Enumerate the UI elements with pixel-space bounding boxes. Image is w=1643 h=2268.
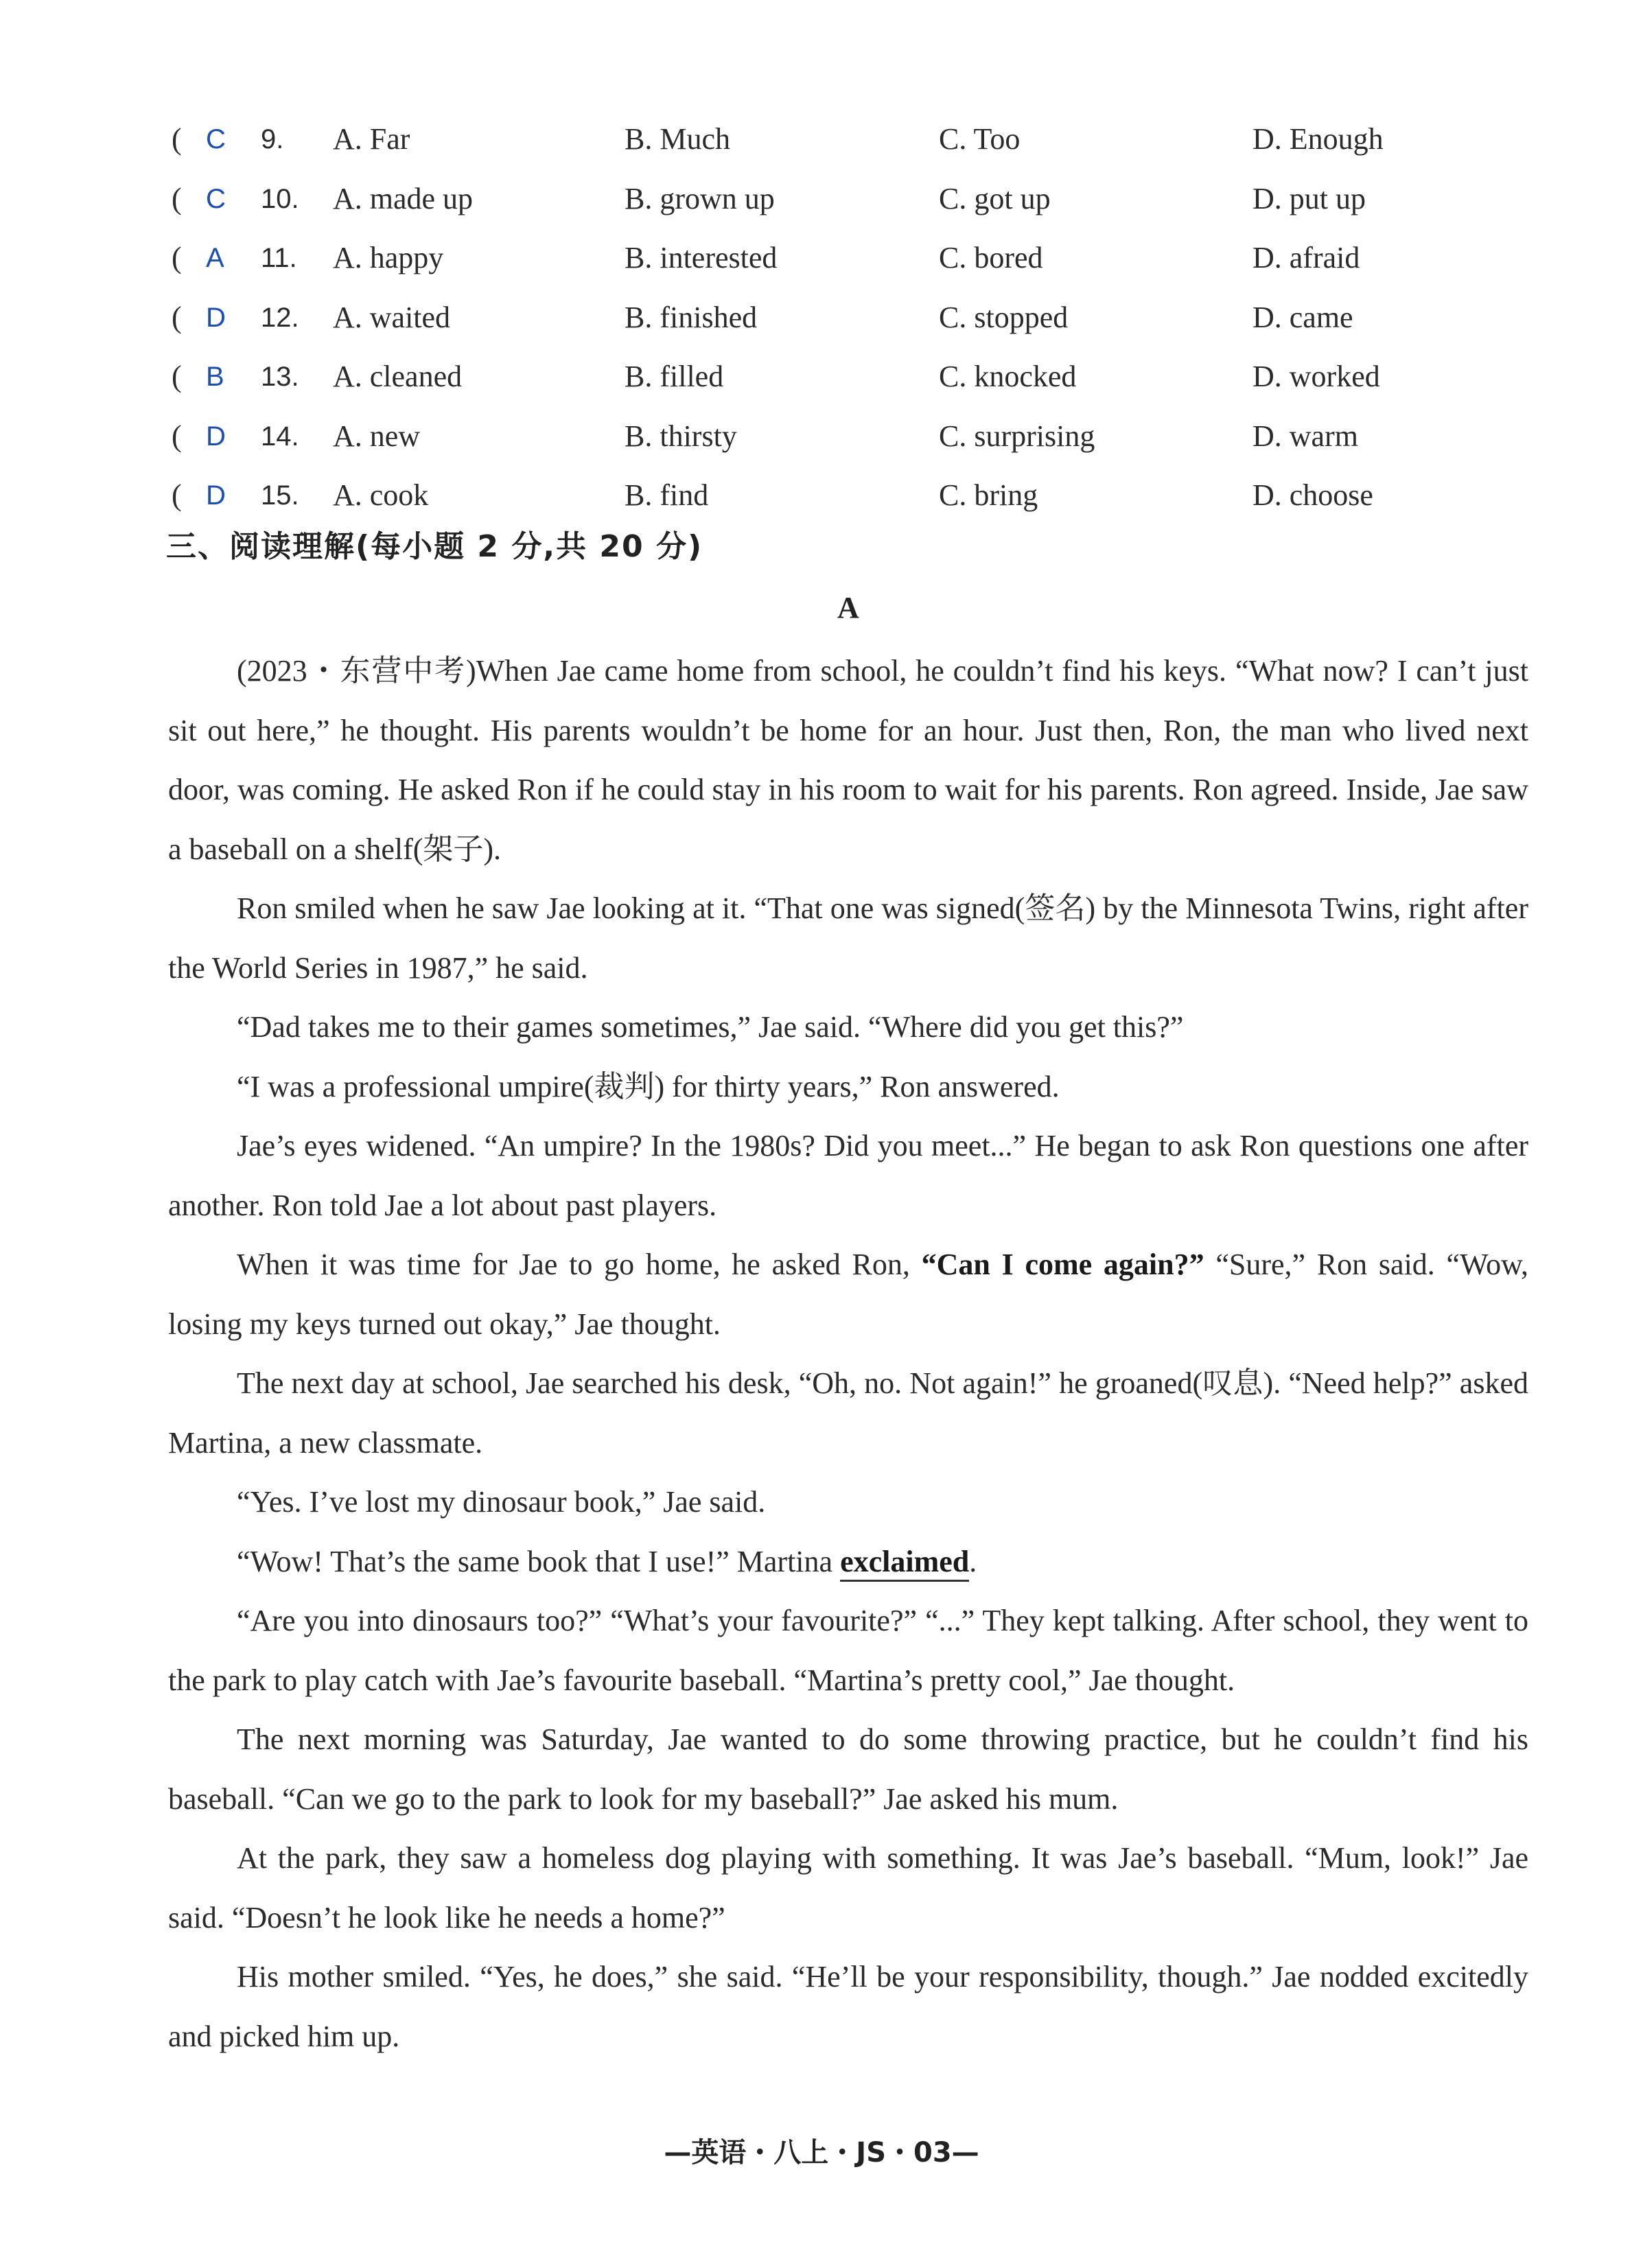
answer-mark: B — [206, 362, 224, 392]
paragraph-text: “Wow! That’s the same book that I use!” Martina — [237, 1544, 841, 1578]
choice-row — [165, 347, 1469, 407]
paragraph: “I was a professional umpire(裁判) for thirty years,” Ron answered. — [237, 1069, 1060, 1103]
paragraph: At the park, they saw a homeless dog playing with something. It was Jae’s baseball. “Mum, look!” Jae said. “Doesn’t he look like he needs a home?” — [168, 1841, 1528, 1934]
answer-mark: A — [206, 243, 224, 273]
answer-mark: C — [206, 183, 226, 214]
answer-mark: C — [206, 124, 226, 154]
option-b: B. interested — [625, 241, 778, 274]
option-b: B. thirsty — [625, 419, 737, 453]
paren-open: ( — [172, 122, 182, 156]
option-c: C. surprising — [939, 419, 1095, 453]
option-a: A. new — [333, 419, 421, 453]
option-b: B. find — [625, 478, 709, 512]
paragraph: The next morning was Saturday, Jae wanted to do some throwing practice, but he couldn’t find his baseball. “Can we go to the park to look for my baseball?” Jae asked his mum. — [168, 1722, 1528, 1816]
paragraph: “Yes. I’ve lost my dinosaur book,” Jae said. — [237, 1485, 766, 1519]
choice-row — [165, 229, 1469, 288]
option-d: D. put up — [1252, 181, 1366, 215]
question-number: 9. — [261, 124, 284, 154]
option-a: A. waited — [333, 300, 451, 334]
option-c: C. got up — [939, 181, 1051, 215]
option-d: D. afraid — [1252, 241, 1360, 274]
underlined-word: exclaimed — [840, 1545, 969, 1582]
option-d: D. worked — [1252, 360, 1380, 393]
paragraph: The next day at school, Jae searched his desk, “Oh, no. Not again!” he groaned(叹息). “Need help?” asked Martina, a new classmate. — [168, 1366, 1528, 1460]
paragraph — [168, 1235, 1528, 1354]
question-number: 11. — [261, 243, 297, 273]
option-b: B. Much — [625, 122, 730, 156]
option-b: B. filled — [625, 360, 724, 393]
option-c: C. bored — [939, 241, 1043, 274]
option-d: D. choose — [1252, 478, 1373, 512]
choice-row — [165, 407, 1469, 467]
answer-mark: D — [206, 421, 226, 452]
choice-row — [165, 169, 1469, 229]
option-a: A. made up — [333, 181, 474, 215]
question-number: 12. — [261, 302, 299, 333]
paragraph-text: . — [969, 1544, 977, 1578]
paragraph: “Dad takes me to their games sometimes,” Jae said. “Where did you get this?” — [237, 1010, 1184, 1044]
option-b: B. grown up — [625, 181, 775, 215]
section-title: 三、阅读理解(每小题 2 分,共 20 分) — [166, 529, 703, 564]
answer-mark: D — [206, 480, 226, 511]
paragraph — [168, 1532, 1528, 1592]
choice-row — [165, 466, 1469, 526]
option-d: D. warm — [1252, 419, 1358, 453]
question-number: 13. — [261, 362, 299, 392]
multiple-choice-list — [165, 110, 1469, 526]
question-number: 10. — [261, 183, 299, 214]
passage-letter: A — [837, 591, 859, 624]
paren-open: ( — [172, 300, 182, 334]
page-footer: —英语・八上・JS・03— — [664, 2137, 979, 2168]
option-a: A. cook — [333, 478, 429, 512]
choice-row — [165, 110, 1469, 169]
paren-open: ( — [172, 181, 182, 215]
option-c: C. bring — [939, 478, 1038, 512]
option-a: A. Far — [333, 122, 410, 156]
question-number: 15. — [261, 480, 299, 511]
option-c: C. knocked — [939, 360, 1077, 393]
paragraph: “Are you into dinosaurs too?” “What’s your favourite?” “...” They kept talking. After school, they went to the park to play catch with Jae’s favourite baseball. “Martina’s pretty cool,” Jae thought. — [168, 1604, 1528, 1697]
bold-question: “Can I come again?” — [921, 1248, 1204, 1281]
option-a: A. happy — [333, 241, 444, 274]
option-c: C. Too — [939, 122, 1021, 156]
paren-open: ( — [172, 241, 182, 274]
paren-open: ( — [172, 360, 182, 393]
paragraph: (2023・东营中考)When Jae came home from school, he couldn’t find his keys. “What now? I can’t just sit out here,” he thought. His parents wouldn’t be home for an hour. Just then, Ron, the man who lived next door, was coming. He asked Ron if he could stay in his room to wait for his parents. Ron agreed. Inside, Jae saw a baseball on a shelf(架子). — [168, 654, 1528, 866]
choice-row — [165, 288, 1469, 348]
answer-mark: D — [206, 302, 226, 333]
option-d: D. Enough — [1252, 122, 1384, 156]
option-a: A. cleaned — [333, 360, 463, 393]
question-number: 14. — [261, 421, 299, 452]
paragraph: His mother smiled. “Yes, he does,” she said. “He’ll be your responsibility, though.” Jae nodded excitedly and picked him up. — [168, 1960, 1528, 2053]
paren-open: ( — [172, 478, 182, 512]
paragraph-text: “Sure,” Ron said. “Wow, losing my keys turned out okay,” Jae thought. — [168, 1248, 1528, 1341]
paren-open: ( — [172, 419, 182, 453]
paragraph-text: When it was time for Jae to go home, he asked Ron, — [237, 1248, 922, 1281]
paragraph: Jae’s eyes widened. “An umpire? In the 1980s? Did you meet...” He began to ask Ron questions one after another. Ron told Jae a lot about past players. — [168, 1129, 1528, 1222]
reading-passage — [168, 642, 1528, 2066]
option-c: C. stopped — [939, 300, 1069, 334]
paragraph: Ron smiled when he saw Jae looking at it. “That one was signed(签名) by the Minnesota Twins, right after the World Series in 1987,” he said. — [168, 891, 1528, 985]
option-b: B. finished — [625, 300, 758, 334]
option-d: D. came — [1252, 300, 1353, 334]
